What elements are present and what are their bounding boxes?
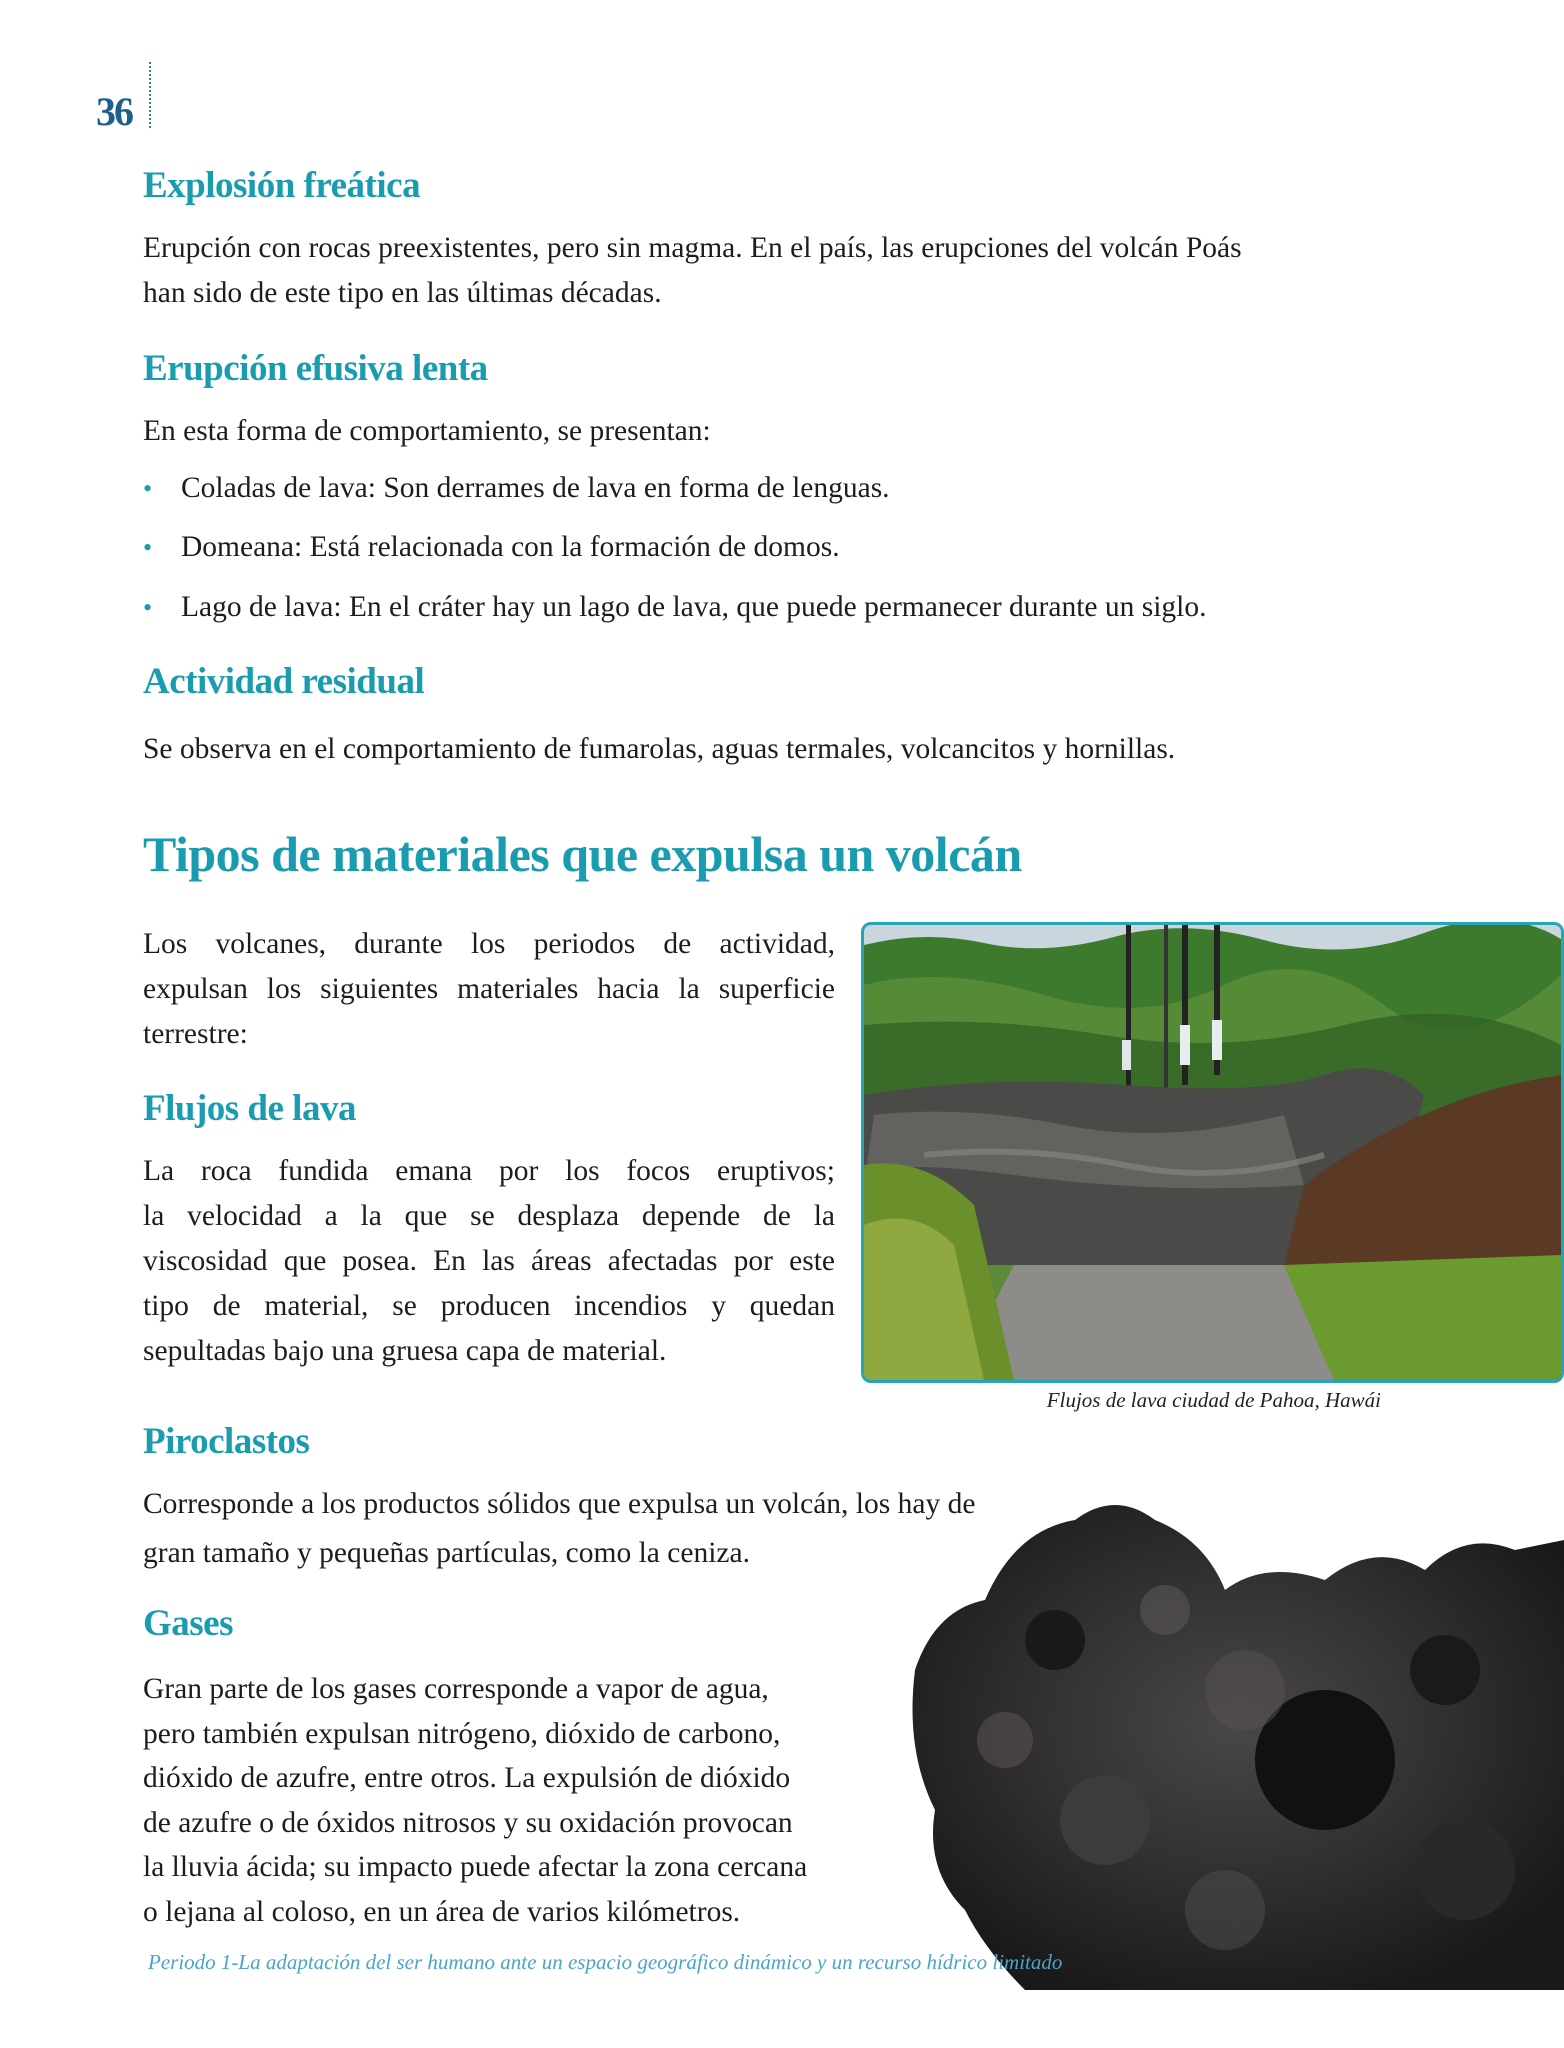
page-footer: Periodo 1-La adaptación del ser humano ante un espacio geográfico dinámico y un recurso hídrico limitado: [148, 1950, 1063, 1974]
paragraph-actividad-residual: Se observa en el comportamiento de fumarolas, aguas termales, volcancitos y hornillas.: [143, 733, 1176, 765]
text-line: la velocidad a la que se desplaza depende de la: [143, 1200, 835, 1232]
text-line: han sido de este tipo en las últimas décadas.: [143, 277, 662, 309]
bullet-icon: •: [143, 474, 153, 503]
bullet-text: Lago de lava: En el cráter hay un lago de lava, que puede permanecer durante un siglo.: [181, 591, 1207, 623]
bullet-text: Domeana: Está relacionada con la formación de domos.: [181, 531, 840, 563]
text-line: terrestre:: [143, 1018, 248, 1050]
paragraph-gases: [143, 1667, 807, 1934]
page-number-divider: [149, 62, 151, 128]
heading-actividad-residual: Actividad residual: [143, 661, 425, 702]
paragraph-explosion-freatica: [143, 226, 1242, 316]
paragraph-materiales: [143, 922, 835, 1057]
text-line: tipo de material, se producen incendios y quedan: [143, 1290, 835, 1322]
heading-tipos-materiales: Tipos de materiales que expulsa un volcán: [143, 826, 1022, 882]
heading-gases: Gases: [143, 1603, 233, 1644]
text-line: gran tamaño y pequeñas partículas, como la ceniza.: [143, 1537, 750, 1569]
text-line: de azufre o de óxidos nitrosos y su oxidación provocan: [143, 1806, 793, 1839]
heading-flujos-lava: Flujos de lava: [143, 1088, 356, 1129]
paragraph-piroclastos: [143, 1482, 975, 1576]
paragraph-flujos-lava: [143, 1149, 835, 1374]
photo-caption: Flujos de lava ciudad de Pahoa, Hawái: [1046, 1388, 1381, 1412]
text-line: dióxido de azufre, entre otros. La expulsión de dióxido: [143, 1762, 791, 1794]
bullet-item: [143, 472, 890, 505]
heading-erupcion-efusiva: Erupción efusiva lenta: [143, 348, 488, 389]
bullet-item: [143, 591, 1207, 624]
bullet-item: [143, 531, 840, 564]
text-line: Corresponde a los productos sólidos que expulsa un volcán, los hay de: [143, 1488, 976, 1520]
text-line: Gran parte de los gases corresponde a vapor de agua,: [143, 1673, 769, 1705]
text-line: expulsan los siguientes materiales hacia la superficie: [143, 973, 835, 1005]
text-line: Erupción con rocas preexistentes, pero sin magma. En el país, las erupciones del volcán Poás: [143, 232, 1242, 264]
bullet-icon: •: [143, 593, 153, 622]
heading-piroclastos: Piroclastos: [143, 1421, 310, 1462]
text-line: Los volcanes, durante los periodos de actividad,: [143, 928, 835, 960]
bullet-text: Coladas de lava: Son derrames de lava en forma de lenguas.: [181, 472, 890, 504]
lava-flow-photo: [861, 922, 1564, 1383]
volcanic-rock-image: [905, 1490, 1564, 1990]
text-line: viscosidad que posea. En las áreas afectadas por este: [143, 1245, 835, 1277]
paragraph-efusiva-intro: En esta forma de comportamiento, se presentan:: [143, 415, 711, 447]
heading-explosion-freatica: Explosión freática: [143, 165, 421, 206]
page-number: 36: [96, 89, 132, 134]
text-line: pero también expulsan nitrógeno, dióxido de carbono,: [143, 1717, 781, 1750]
bullet-icon: •: [143, 533, 153, 562]
text-line: sepultadas bajo una gruesa capa de material.: [143, 1335, 667, 1367]
text-line: La roca fundida emana por los focos eruptivos;: [143, 1155, 835, 1187]
text-line: o lejana al coloso, en un área de varios kilómetros.: [143, 1895, 741, 1928]
text-line: la lluvia ácida; su impacto puede afectar la zona cercana: [143, 1851, 808, 1883]
